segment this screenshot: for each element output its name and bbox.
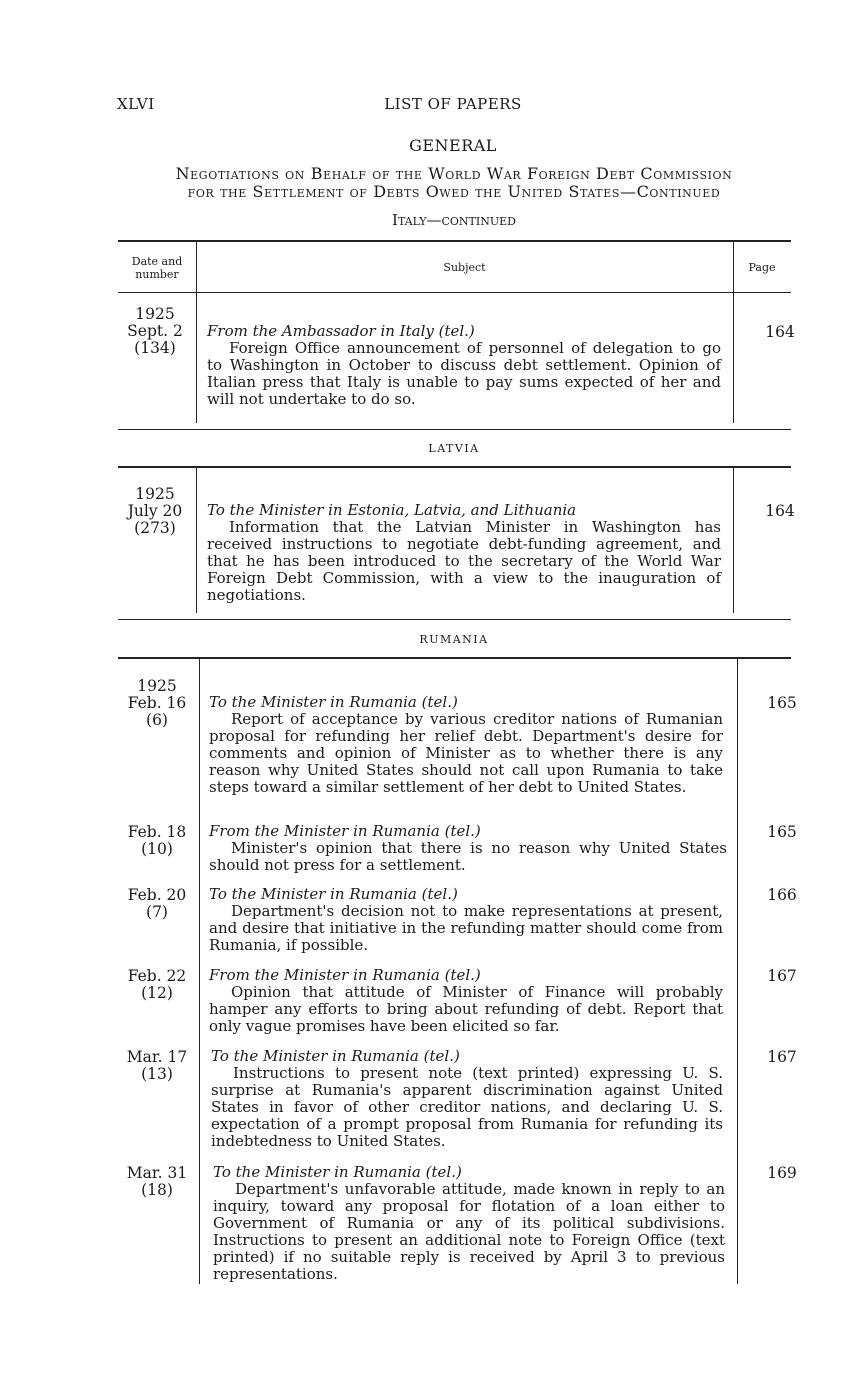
page-number: XLVI bbox=[117, 95, 155, 113]
column-header-date: Date and number bbox=[131, 255, 183, 281]
entry-page: 165 bbox=[767, 694, 797, 712]
entry-date: Mar. 31 (18) bbox=[126, 1164, 188, 1199]
entry-page: 165 bbox=[767, 823, 797, 841]
column-header-page: Page bbox=[748, 261, 776, 274]
entry-date: Feb. 20 (7) bbox=[127, 886, 187, 921]
entry-subject: From the Ambassador in Italy (tel.) Foreign Office announcement of personnel of delegation to go to Washington in October to discuss debt settlement. Opinion of Italian press that Italy is unable to pay sums expected of her and will not undertake to do so. bbox=[207, 322, 721, 408]
entry-page: 164 bbox=[765, 502, 795, 520]
table-rule bbox=[118, 429, 791, 430]
column-divider bbox=[737, 658, 738, 1284]
table-rule bbox=[118, 240, 791, 242]
table-rule bbox=[118, 657, 791, 659]
country-heading-rumania: RUMANIA bbox=[419, 633, 489, 646]
entry-page: 167 bbox=[767, 1048, 797, 1066]
entry-subject: From the Minister in Rumania (tel.) Minister's opinion that there is no reason why United States should not press for a settlement. bbox=[209, 822, 727, 874]
entry-subject: To the Minister in Rumania (tel.) Department's unfavorable attitude, made known in reply to an inquiry, toward any proposal for flotation of a loan either to Government of Rumania or any of its political subdivisions. Instructions to present an additional note to Foreign Office (text printed) if no suitable reply is received by April 3 to previous representations. bbox=[213, 1163, 725, 1283]
entry-page: 167 bbox=[767, 967, 797, 985]
table-rule bbox=[118, 466, 791, 468]
entry-page: 169 bbox=[767, 1164, 797, 1182]
entry-subject: To the Minister in Rumania (tel.) Department's decision not to make representations at present, and desire that initiative in the refunding matter should come from Rumania, if possible. bbox=[209, 885, 723, 954]
section-title: GENERAL bbox=[409, 136, 497, 155]
entry-date: Feb. 22 (12) bbox=[127, 967, 187, 1002]
entry-date: 1925 July 20 (273) bbox=[127, 485, 183, 537]
entry-page: 166 bbox=[767, 886, 797, 904]
entry-subject: To the Minister in Estonia, Latvia, and Lithuania Information that the Latvian Minister in Washington has received instructions to negotiate debt-funding agreement, and that he has been introduced to the secretary of the World War Foreign Debt Commission, with a view to the inauguration of negotiations. bbox=[207, 501, 721, 604]
entry-date: Mar. 17 (13) bbox=[126, 1048, 188, 1083]
country-heading-latvia: LATVIA bbox=[428, 442, 480, 455]
entry-subject: From the Minister in Rumania (tel.) Opinion that attitude of Minister of Finance will probably hamper any efforts to bring about refunding of debt. Report that only vague promises have been elicited so far. bbox=[209, 966, 723, 1035]
entry-subject: To the Minister in Rumania (tel.) Report of acceptance by various creditor nations of Rumanian proposal for refunding her relief debt. Department's desire for comments and opinion of Minister as to whether there is any reason why United States should not call upon Rumania to take steps toward a similar settlement of her debt to United States. bbox=[209, 693, 723, 796]
column-header-subject: Subject bbox=[443, 261, 486, 274]
entry-date: 1925 Sept. 2 (134) bbox=[127, 305, 183, 357]
subtitle-line-2: for the Settlement of Debts Owed the United States—Continued bbox=[187, 182, 721, 201]
entry-date: Feb. 18 (10) bbox=[127, 823, 187, 858]
table-rule bbox=[118, 619, 791, 620]
country-heading-italy: Italy—continued bbox=[392, 211, 516, 229]
entry-page: 164 bbox=[765, 323, 795, 341]
entry-subject: To the Minister in Rumania (tel.) Instructions to present note (text printed) expressing U. S. surprise at Rumania's apparent discrimination against United States in favor of other creditor nations, and declaring U. S. expectation of a prompt proposal from Rumania for refunding its indebtedness to United States. bbox=[211, 1047, 723, 1150]
column-divider bbox=[733, 241, 734, 423]
running-title: LIST OF PAPERS bbox=[384, 95, 522, 113]
table-rule bbox=[118, 292, 791, 293]
entry-date: 1925 Feb. 16 (6) bbox=[127, 677, 187, 729]
column-divider bbox=[733, 467, 734, 613]
subtitle-line-1: Negotiations on Behalf of the World War Foreign Debt Commission bbox=[175, 164, 733, 183]
